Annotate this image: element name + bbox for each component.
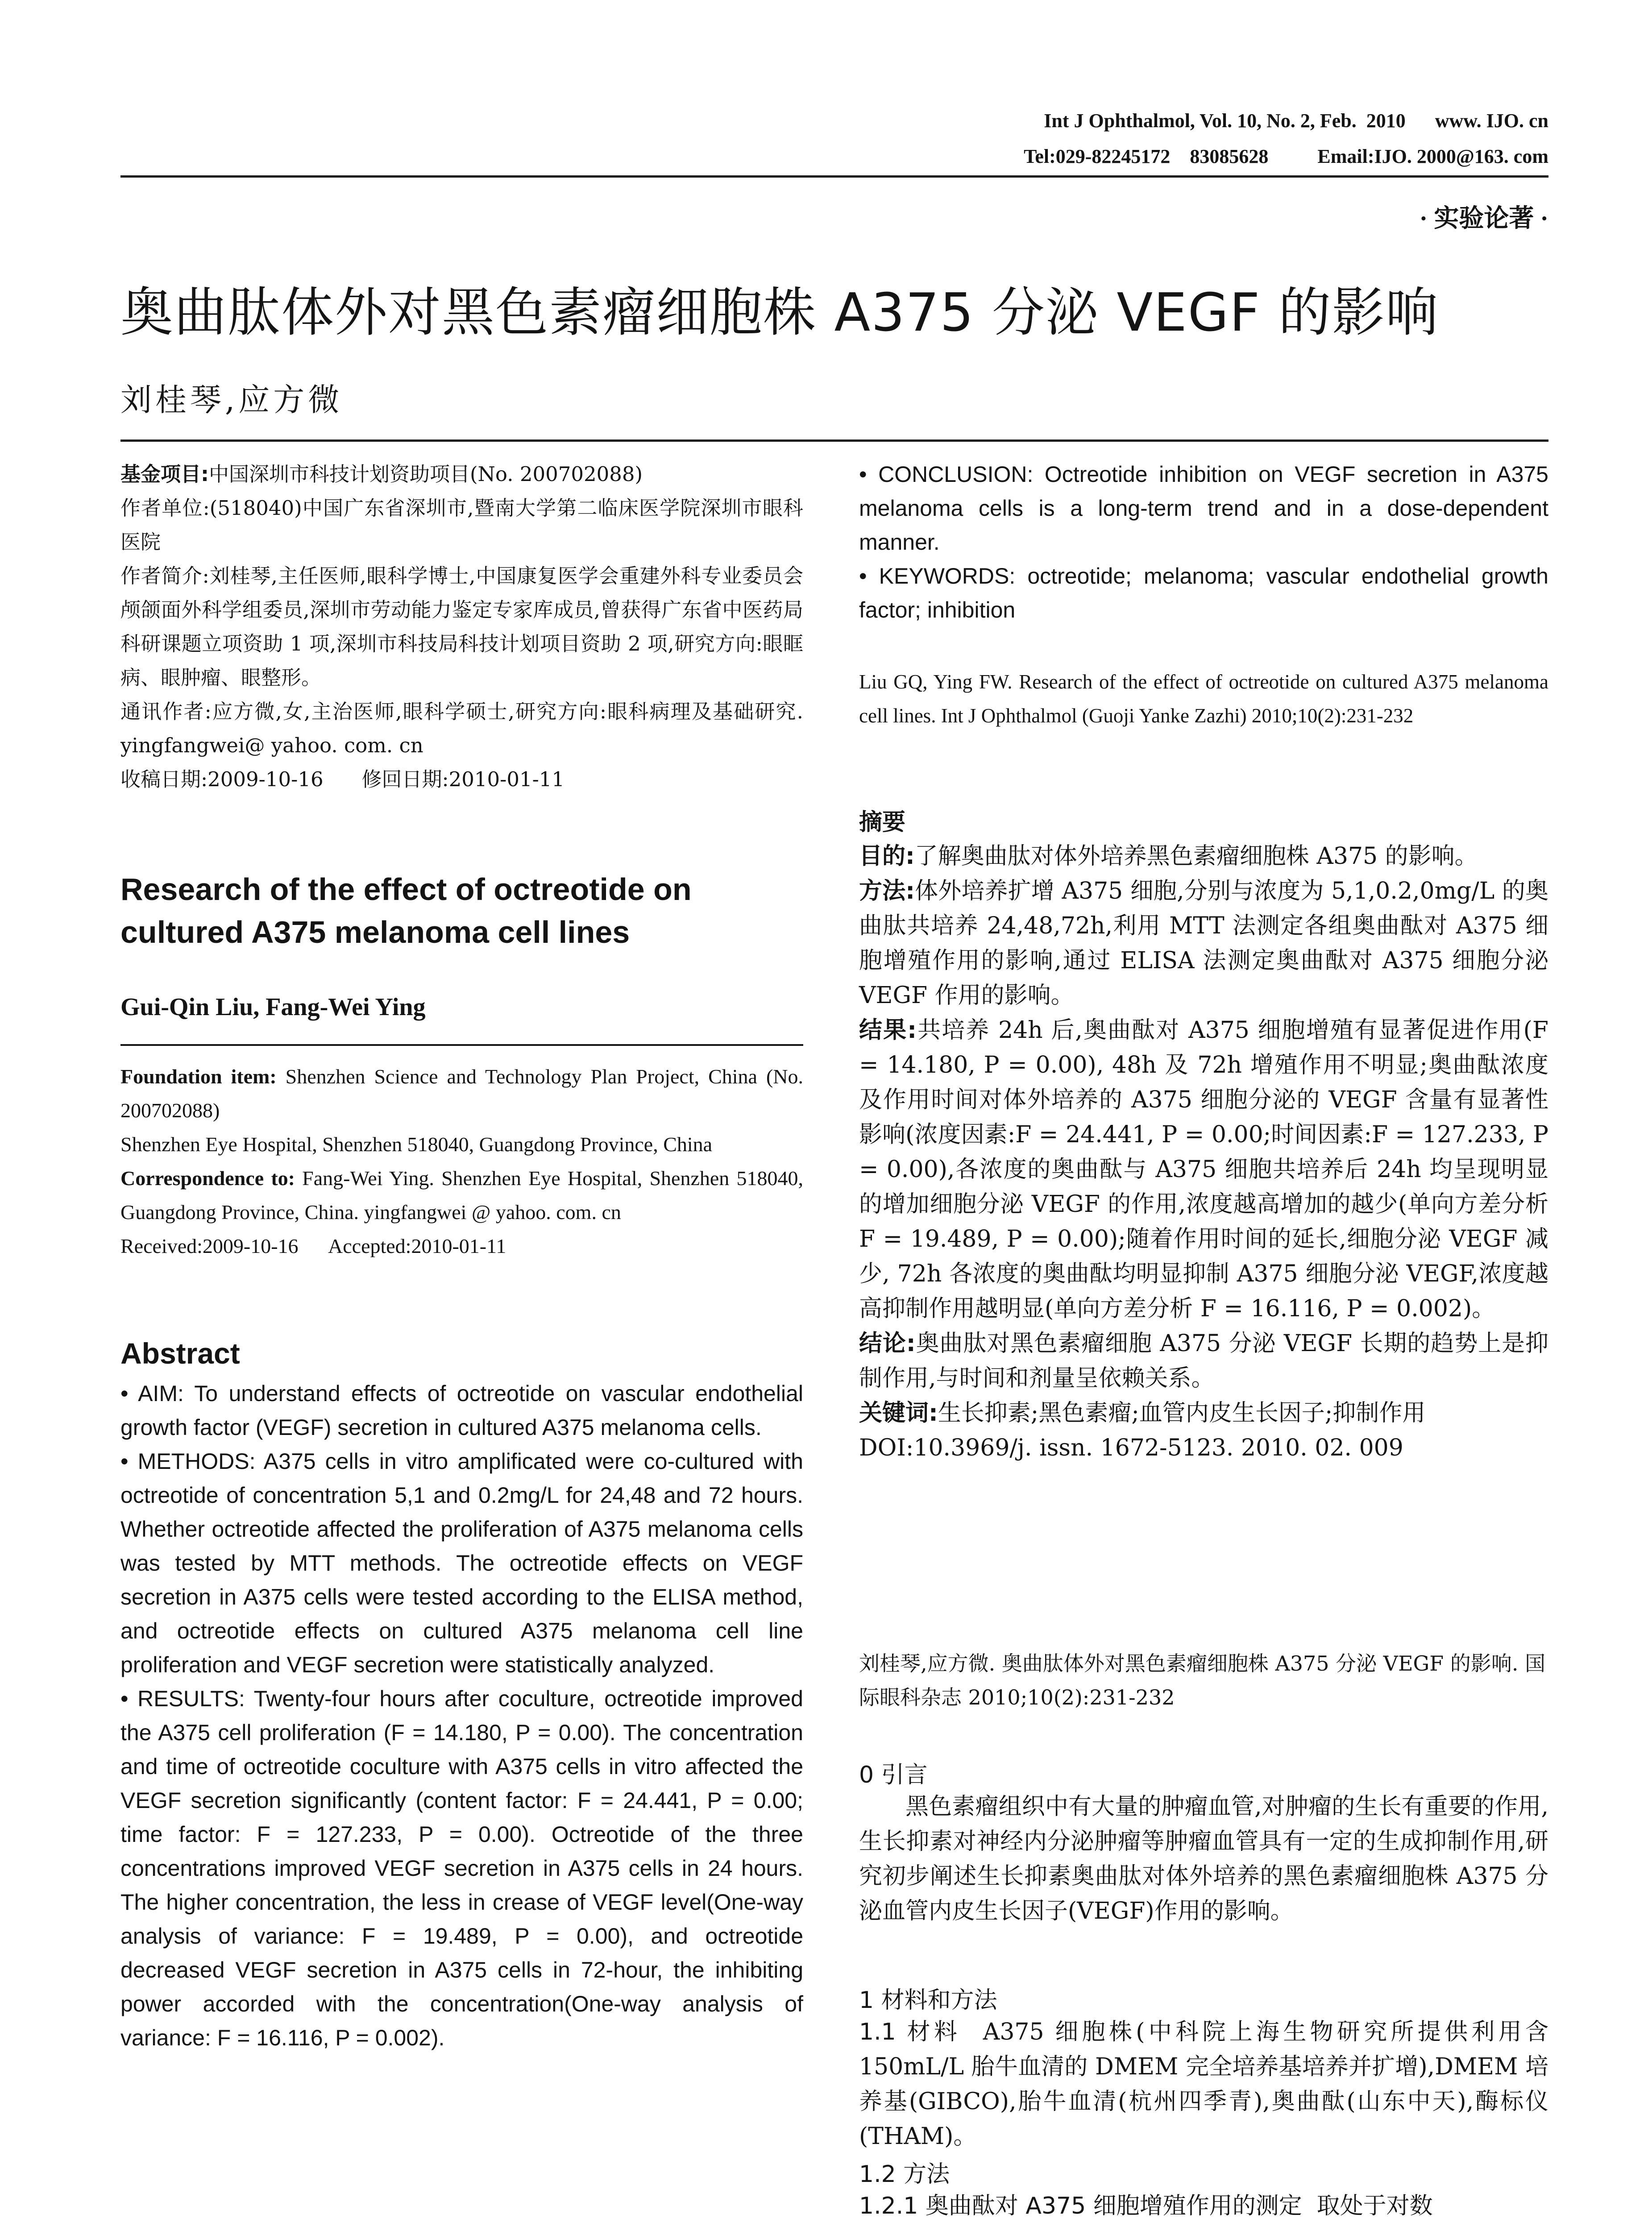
aim-label-cn: 目的: xyxy=(859,843,915,870)
section-label: · 实验论著 · xyxy=(1419,205,1548,232)
correspondence-text: Fang-Wei Ying. Shenzhen Eye Hospital, Shenzhen 518040, Guangdong Province, China. yingfangwei @ yahoo. com. cn xyxy=(120,1167,803,1223)
conclusion-label-cn: 结论: xyxy=(859,1330,916,1357)
correspondence-en xyxy=(120,1161,803,1229)
abstract-cn-results xyxy=(859,1013,1548,1326)
foundation-label: Foundation item: xyxy=(120,1065,277,1088)
metadata-en xyxy=(120,1060,803,1263)
citation-en: Liu GQ, Ying FW. Research of the effect of octreotide on cultured A375 melanoma cell lines. Int J Ophthalmol (Guoji Yanke Zazhi) 2010;10(2):231-232 xyxy=(859,671,1548,727)
authors-rule xyxy=(120,1044,803,1046)
assay-label: 1.2.1 奥曲酞对 A375 细胞增殖作用的测定 xyxy=(859,2193,1302,2219)
assay-text: 取处于对数 xyxy=(1302,2193,1433,2219)
title-rule xyxy=(120,440,1548,442)
abstract-cn-heading: 摘要 xyxy=(859,809,906,836)
journal-info-line: Int J Ophthalmol, Vol. 10, No. 2, Feb. 2010 www. IJO. cn xyxy=(1044,110,1548,132)
article-title-en: Research of the effect of octreotide on cultured A375 melanoma cell lines xyxy=(120,872,692,950)
conclusion-text-cn: 奥曲肽对黑色素瘤细胞 A375 分泌 VEGF 长期的趋势上是抑制作用,与时间和剂量呈依赖关系。 xyxy=(859,1330,1548,1392)
funding-cn xyxy=(120,457,803,491)
abstract-methods: • METHODS: A375 cells in vitro amplificated were co-cultured with octreotide of concentration 5,1 and 0.2mg/L for 24,48 and 72 hours. Whether octreotide affected the proliferation of A375 melanoma cells was tested by MTT methods. The octreotide effects on VEGF secretion in A375 cells were tested according to the ELISA method, and octreotide effects on cultured A375 melanoma cell line proliferation and VEGF secretion were statistically analyzed. xyxy=(120,1449,803,1677)
foundation-text: Shenzhen Science and Technology Plan Project, China (No. 200702088) xyxy=(120,1065,803,1122)
results-label-cn: 结果: xyxy=(859,1017,917,1044)
abstract-conclusion: • CONCLUSION: Octreotide inhibition on VEGF secretion in A375 melanoma cells is a long-term trend and in a dose-dependent manner. xyxy=(859,462,1548,555)
authors-cn: 刘桂琴,应方微 xyxy=(120,382,343,418)
intro-body: 黑色素瘤组织中有大量的肿瘤血管,对肿瘤的生长有重要的作用,生长抑素对神经内分泌肿瘤等肿瘤血管具有一定的生成抑制作用,研究初步阐述生长抑素奥曲肽对体外培养的黑色素瘤细胞株 A375 分泌血管内皮生长因子(VEGF)作用的影响。 xyxy=(859,1793,1548,1924)
affiliation-cn: 作者单位:(518040)中国广东省深圳市,暨南大学第二临床医学院深圳市眼科医院 xyxy=(120,496,803,554)
aim-text-cn: 了解奥曲肽对体外培养黑色素瘤细胞株 A375 的影响。 xyxy=(914,843,1478,870)
materials-paragraph xyxy=(859,2015,1556,2154)
header-rule xyxy=(120,175,1548,178)
methods-text-cn: 体外培养扩增 A375 细胞,分别与浓度为 5,1,0.2,0mg/L 的奥曲肽共培养 24,48,72h,利用 MTT 法测定各组奥曲酞对 A375 细胞增殖作用的影响,通过 ELISA 法测定奥曲酞对 A375 细胞分泌 VEGF 作用的影响。 xyxy=(859,878,1549,1009)
correspondence-label: Correspondence to: xyxy=(120,1167,295,1190)
methods-subheading: 1.2 方法 xyxy=(859,2161,950,2188)
abstract-keywords: • KEYWORDS: octreotide; melanoma; vascular endothelial growth factor; inhibition xyxy=(859,564,1548,622)
affiliation-en: Shenzhen Eye Hospital, Shenzhen 518040, Guangdong Province, China xyxy=(120,1133,713,1156)
abstract-en-part1 xyxy=(120,1377,803,2055)
abstract-cn-methods xyxy=(859,874,1548,1013)
keywords-label-cn: 关键词: xyxy=(859,1400,938,1427)
article-title-cn: 奥曲肽体外对黑色素瘤细胞株 A375 分泌 VEGF 的影响 xyxy=(120,282,1439,343)
abstract-cn-keywords xyxy=(859,1396,1548,1431)
keywords-text-cn: 生长抑素;黑色素瘤;血管内皮生长因子;抑制作用 xyxy=(938,1400,1426,1427)
correspondence-cn: 通讯作者:应方微,女,主治医师,眼科学硕士,研究方向:眼科病理及基础研究. yingfangwei@ yahoo. com. cn xyxy=(120,700,803,757)
materials-label: 1.1 材料 xyxy=(859,2019,961,2045)
funding-label: 基金项目: xyxy=(120,462,209,486)
proliferation-assay-paragraph xyxy=(859,2189,1548,2223)
methods-heading: 1 材料和方法 xyxy=(859,1987,997,2014)
funding-text: 中国深圳市科技计划资助项目(No. 200702088) xyxy=(209,462,643,486)
authors-en: Gui-Qin Liu, Fang-Wei Ying xyxy=(120,993,426,1021)
results-text-cn: 共培养 24h 后,奥曲酞对 A375 细胞增殖有显著促进作用(F = 14.180, P = 0.00), 48h 及 72h 增殖作用不明显;奥曲酞浓度及作用时间对体外培养的 A375 细胞分泌的 VEGF 含量有显著性影响(浓度因素:F = 24.441, P = 0.00;时间因素:F = 127.233, P = 0.00),各浓度的奥曲酞与 A375 细胞共培养后 24h 均呈现明显的增加细胞分泌 VEGF 的作用,浓度越高增加的越少(单向方差分析 F = 19.489, P = 0.00);随着作用时间的延长,细胞分泌 VEGF 减少, 72h 各浓度的奥曲酞均明显抑制 A375 细胞分泌 VEGF,浓度越高抑制作用越明显(单向方差分析 F = 16.116, P = 0.002)。 xyxy=(859,1017,1548,1322)
citation-cn: 刘桂琴,应方微. 奥曲肽体外对黑色素瘤细胞株 A375 分泌 VEGF 的影响. 国际眼科杂志 2010;10(2):231-232 xyxy=(859,1651,1546,1709)
dates-cn: 收稿日期:2009-10-16 修回日期:2010-01-11 xyxy=(120,767,565,791)
abstract-heading: Abstract xyxy=(120,1337,240,1370)
abstract-cn-conclusion xyxy=(859,1326,1548,1396)
doi: DOI:10.3969/j. issn. 1672-5123. 2010. 02. 009 xyxy=(859,1435,1403,1461)
abstract-en-part2 xyxy=(859,457,1548,627)
methods-label-cn: 方法: xyxy=(859,878,915,904)
intro-heading: 0 引言 xyxy=(859,1762,928,1788)
journal-contact-line: Tel:029-82245172 83085628 Email:IJO. 2000@163. com xyxy=(1024,145,1548,167)
dates-en: Received:2009-10-16 Accepted:2010-01-11 xyxy=(120,1235,506,1257)
abstract-cn-aim xyxy=(859,839,1548,874)
foundation-en xyxy=(120,1060,803,1128)
abstract-results: • RESULTS: Twenty-four hours after coculture, octreotide improved the A375 cell proliferation (F = 14.180, P = 0.00). The concentration and time of octreotide coculture with A375 cells in vitro affected the VEGF secretion significantly (content factor: F = 24.441, P = 0.00; time factor: F = 127.233, P = 0.00). Octreotide of the three concentrations improved VEGF secretion in A375 cells in 24 hours. The higher concentration, the less in crease of VEGF level(One-way analysis of variance: F = 19.489, P = 0.00), and octreotide decreased VEGF secretion in A375 cells in 72-hour, the inhibiting power accorded with the concentration(One-way analysis of variance: F = 16.116, P = 0.002). xyxy=(120,1686,803,2050)
bio-cn: 作者简介:刘桂琴,主任医师,眼科学博士,中国康复医学会重建外科专业委员会颅颌面外科学组委员,深圳市劳动能力鉴定专家库成员,曾获得广东省中医药局科研课题立项资助 1 项,深圳市科技局科技计划项目资助 2 项,研究方向:眼眶病、眼肿瘤、眼整形。 xyxy=(120,564,803,689)
materials-text: A375 细胞株(中科院上海生物研究所提供利用含 150mL/L 胎牛血清的 DMEM 完全培养基培养并扩增),DMEM 培养基(GIBCO),胎牛血清(杭州四季青),奥曲酞(山东中天),酶标仪(THAM)。 xyxy=(859,2019,1556,2150)
abstract-aim: • AIM: To understand effects of octreotide on vascular endothelial growth factor (VEGF) secretion in cultured A375 melanoma cells. xyxy=(120,1381,803,1440)
metadata-cn xyxy=(120,457,803,796)
abstract-cn xyxy=(859,839,1548,1465)
